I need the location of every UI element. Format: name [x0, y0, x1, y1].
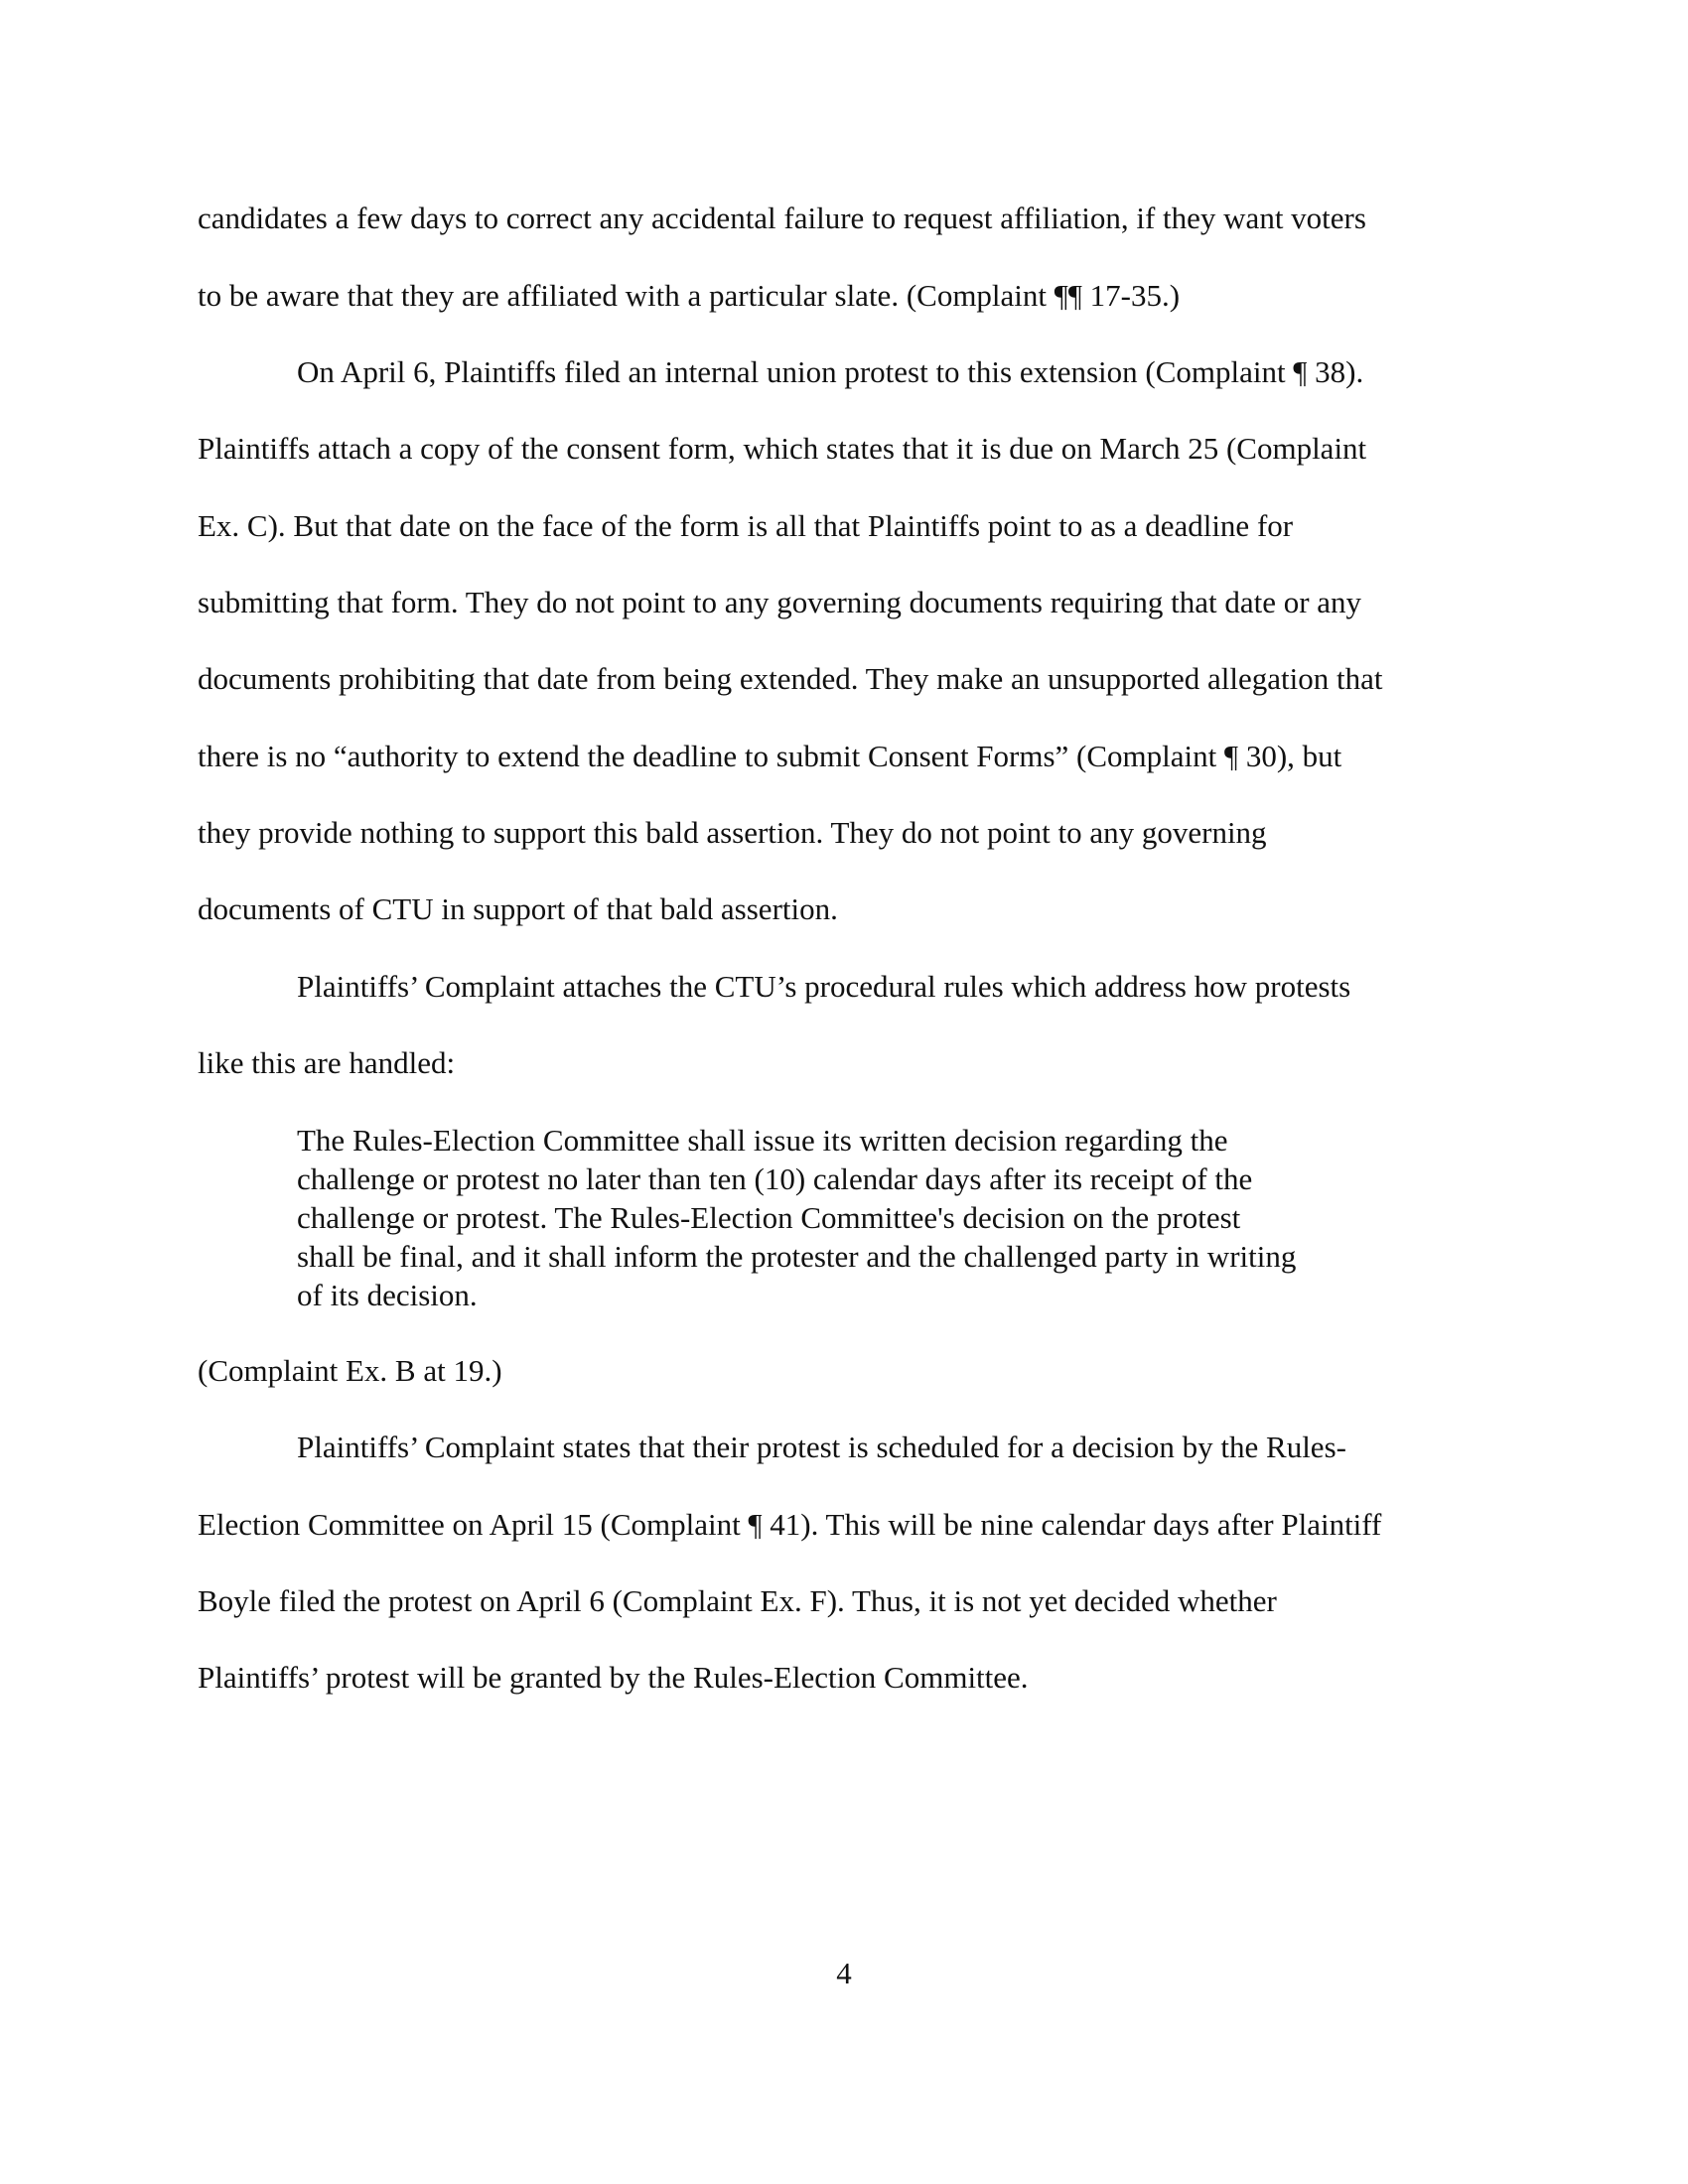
block-quote-line: of its decision.	[297, 1278, 478, 1312]
paragraph-1-line-2: to be aware that they are affiliated with a particular slate. (Complaint ¶¶ 17-35.)	[198, 278, 1181, 313]
block-quote	[297, 1121, 1409, 1314]
paragraph-3-line-1: Plaintiffs’ Complaint attaches the CTU’s procedural rules which address how protests	[297, 969, 1351, 1004]
paragraph-3-line-2: like this are handled:	[198, 1045, 456, 1080]
paragraph-2-line-4: submitting that form. They do not point to any governing documents requiring that date or any	[198, 585, 1362, 619]
paragraph-2-line-7: they provide nothing to support this bald assertion. They do not point to any governing	[198, 815, 1267, 850]
paragraph-4-line-1: Plaintiffs’ Complaint states that their protest is scheduled for a decision by the Rules-	[297, 1430, 1346, 1464]
paragraph-2-line-8: documents of CTU in support of that bald assertion.	[198, 891, 838, 926]
page-number: 4	[836, 1956, 852, 1990]
block-quote-line: challenge or protest no later than ten (10) calendar days after its receipt of the	[297, 1161, 1253, 1196]
block-quote-line: challenge or protest. The Rules-Election Committee's decision on the protest	[297, 1200, 1241, 1235]
paragraph-1-line-1: candidates a few days to correct any accidental failure to request affiliation, if they want voters	[198, 201, 1366, 235]
block-quote-line: The Rules-Election Committee shall issue its written decision regarding the	[297, 1123, 1228, 1158]
paragraph-4-line-3: Boyle filed the protest on April 6 (Complaint Ex. F). Thus, it is not yet decided whether	[198, 1583, 1277, 1618]
block-quote-line: shall be final, and it shall inform the protester and the challenged party in writing	[297, 1239, 1297, 1274]
paragraph-2-line-2: Plaintiffs attach a copy of the consent form, which states that it is due on March 25 (Complaint	[198, 431, 1367, 466]
paragraph-2-line-3: Ex. C). But that date on the face of the form is all that Plaintiffs point to as a deadline for	[198, 508, 1294, 543]
paragraph-4-line-4: Plaintiffs’ protest will be granted by the Rules-Election Committee.	[198, 1660, 1029, 1695]
paragraph-2-line-5: documents prohibiting that date from being extended. They make an unsupported allegation that	[198, 661, 1383, 696]
paragraph-4-line-2: Election Committee on April 15 (Complaint ¶ 41). This will be nine calendar days after Plaintiff	[198, 1507, 1382, 1542]
citation: (Complaint Ex. B at 19.)	[198, 1353, 502, 1388]
paragraph-2-line-1: On April 6, Plaintiffs filed an internal union protest to this extension (Complaint ¶ 38).	[297, 354, 1364, 389]
paragraph-2-line-6: there is no “authority to extend the deadline to submit Consent Forms” (Complaint ¶ 30), but	[198, 739, 1342, 773]
